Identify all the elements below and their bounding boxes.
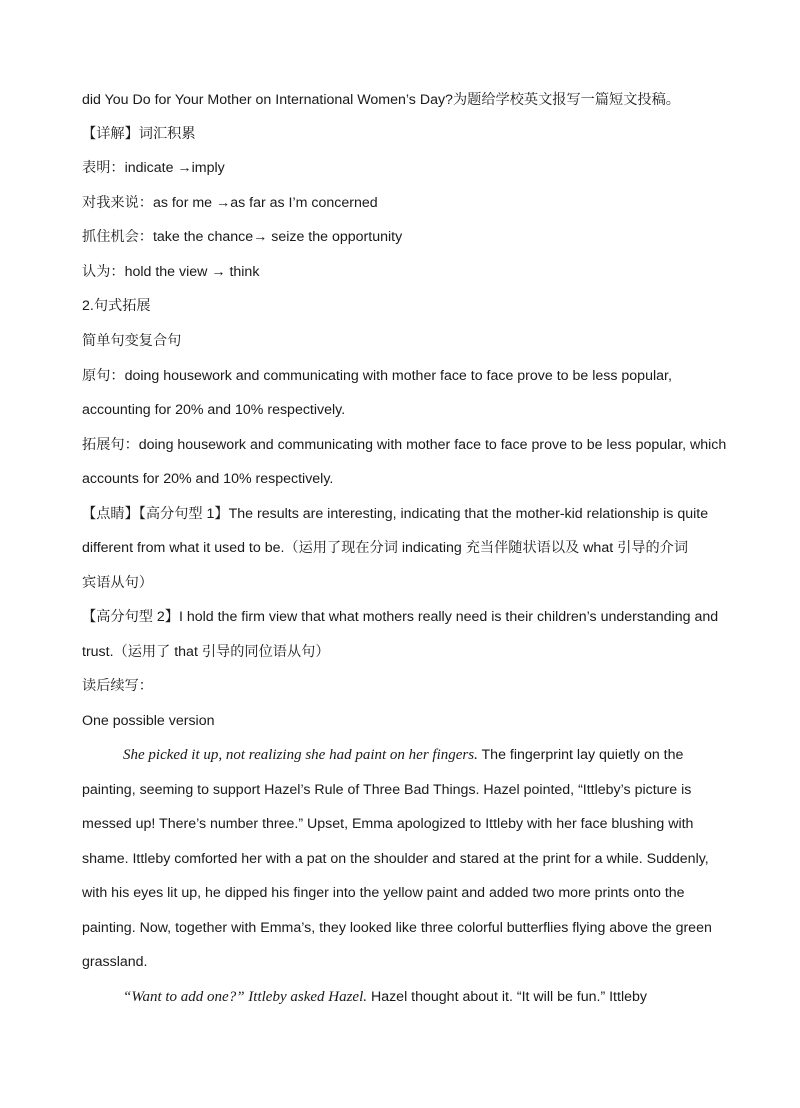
expanded-sentence: accounts for 20% and 10% respectively.	[82, 471, 334, 487]
original-sentence: 原句：doing housework and communicating with mother face to face prove to be less popular,	[82, 368, 672, 384]
vocab-item: 抓住机会：take the chance→ seize the opportunity	[82, 229, 403, 245]
italic-lead: She picked it up, not realizing she had paint on her fingers.	[123, 747, 478, 763]
original-sentence: accounting for 20% and 10% respectively.	[82, 402, 346, 418]
paragraph-line: shame. Ittleby comforted her with a pat on the shoulder and stared at the print for a while. Suddenly,	[82, 851, 709, 867]
paragraph-first-line	[123, 987, 647, 1007]
vocab-item: 对我来说：as for me →as far as I’m concerned	[82, 195, 378, 211]
vocab-item: 认为：hold the view → think	[82, 264, 260, 280]
highlight-sentence: different from what it used to be.（运用了现在分词 indicating 充当伴随状语以及 what 引导的介词	[82, 540, 689, 556]
section-heading: 读后续写：	[82, 678, 153, 694]
paragraph-line: messed up! There’s number three.” Upset, Emma apologized to Ittleby with her face blushing with	[82, 816, 694, 832]
paragraph-line: painting. Now, together with Emma’s, they looked like three colorful butterflies flying above the green	[82, 920, 712, 936]
highlight-sentence: 宾语从句）	[82, 575, 153, 591]
highlight-sentence: 【高分句型 2】I hold the firm view that what mothers really need is their children’s understanding and	[82, 609, 719, 625]
section-heading: 2.句式拓展	[82, 298, 151, 314]
vocab-item: 表明：indicate →imply	[82, 160, 225, 176]
paragraph-line: painting, seeming to support Hazel’s Rule of Three Bad Things. Hazel pointed, “Ittleby’s picture is	[82, 782, 692, 798]
highlight-sentence: trust.（运用了 that 引导的同位语从句）	[82, 644, 330, 660]
paragraph-first-line	[123, 745, 683, 765]
highlight-sentence: 【点睛】【高分句型 1】The results are interesting, indicating that the mother-kid relationship is quite	[82, 506, 709, 522]
sub-heading: 简单句变复合句	[82, 333, 182, 349]
paragraph-text: The fingerprint lay quietly on the	[477, 747, 684, 763]
expanded-sentence: 拓展句：doing housework and communicating with mother face to face prove to be less popular, which	[82, 437, 727, 453]
sub-heading: One possible version	[82, 713, 215, 729]
italic-lead: “Want to add one?” Ittleby asked Hazel.	[123, 989, 368, 1005]
paragraph-line: grassland.	[82, 954, 148, 970]
section-heading: 【详解】词汇积累	[82, 126, 196, 142]
text-line: did You Do for Your Mother on International Women’s Day?为题给学校英文报写一篇短文投稿。	[82, 92, 680, 108]
paragraph-text: Hazel thought about it. “It will be fun.” Ittleby	[367, 989, 647, 1005]
paragraph-line: with his eyes lit up, he dipped his finger into the yellow paint and added two more prints onto the	[82, 885, 685, 901]
